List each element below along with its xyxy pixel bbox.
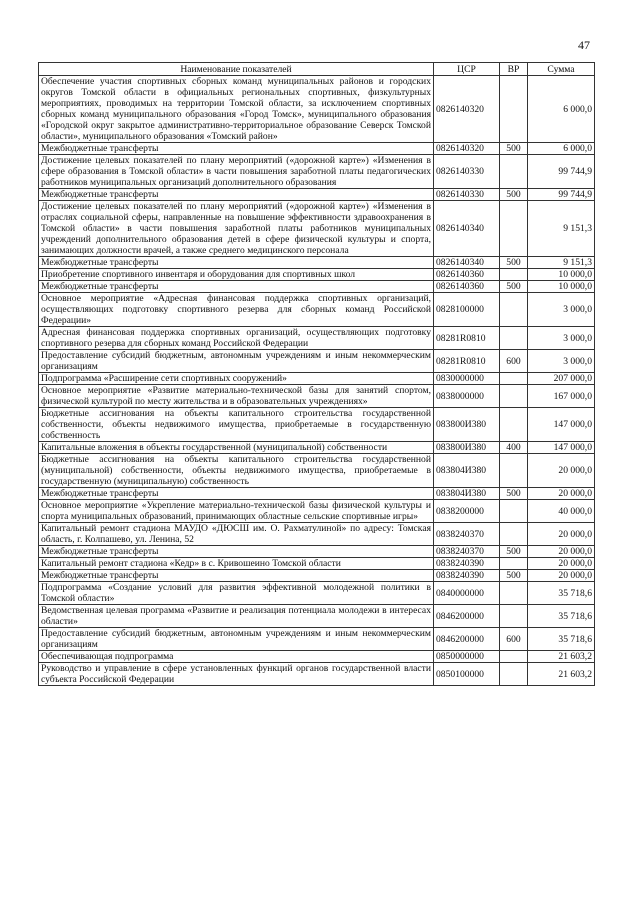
row-csr: 0826140320 (434, 143, 500, 155)
row-vr (500, 76, 528, 143)
row-csr: 0826140340 (434, 257, 500, 269)
page-number: 47 (578, 38, 590, 52)
row-name: Достижение целевых показателей по плану мероприятий («дорожной карте») «Изменения в сфере образования в Томской области» в части повышения заработной платы педагогических работников муниципальных организаций дополнительного образования (39, 155, 434, 189)
row-vr: 500 (500, 488, 528, 500)
row-name: Межбюджетные трансферты (39, 488, 434, 500)
row-name: Руководство и управление в сфере установленных функций органов государственной власти субъекта Российской Федерации (39, 663, 434, 686)
table-row (39, 454, 595, 488)
row-csr: 0826140330 (434, 155, 500, 189)
row-csr: 0850100000 (434, 663, 500, 686)
row-sum: 6 000,0 (528, 76, 595, 143)
table-row (39, 558, 595, 570)
row-vr (500, 605, 528, 628)
table-row (39, 269, 595, 281)
row-csr: 083804И380 (434, 454, 500, 488)
table-row (39, 143, 595, 155)
row-sum: 35 718,6 (528, 582, 595, 605)
row-vr (500, 408, 528, 442)
row-csr: 0846200000 (434, 628, 500, 651)
table-row (39, 546, 595, 558)
row-csr: 0850000000 (434, 651, 500, 663)
row-name: Капитальный ремонт стадиона МАУДО «ДЮСШ им. О. Рахматулиной» по адресу: Томская область, г. Колпашево, ул. Ленина, 52 (39, 523, 434, 546)
row-vr (500, 293, 528, 327)
row-vr (500, 500, 528, 523)
row-vr: 500 (500, 281, 528, 293)
row-sum: 9 151,3 (528, 201, 595, 257)
table-row (39, 155, 595, 189)
row-vr: 600 (500, 628, 528, 651)
row-csr: 0826140340 (434, 201, 500, 257)
row-sum: 21 603,2 (528, 663, 595, 686)
row-vr (500, 269, 528, 281)
row-vr: 500 (500, 143, 528, 155)
row-sum: 20 000,0 (528, 523, 595, 546)
row-csr: 0838240370 (434, 523, 500, 546)
row-name: Капитальные вложения в объекты государственной (муниципальной) собственности (39, 442, 434, 454)
table-row (39, 350, 595, 373)
table-row (39, 628, 595, 651)
table-row (39, 488, 595, 500)
table-row (39, 523, 595, 546)
table-row (39, 442, 595, 454)
row-sum: 99 744,9 (528, 189, 595, 201)
row-sum: 35 718,6 (528, 605, 595, 628)
row-csr: 083800И380 (434, 408, 500, 442)
row-csr: 0826140360 (434, 269, 500, 281)
table-row (39, 408, 595, 442)
row-name: Ведомственная целевая программа «Развитие и реализация потенциала молодежи в интересах области» (39, 605, 434, 628)
row-name: Межбюджетные трансферты (39, 143, 434, 155)
row-name: Межбюджетные трансферты (39, 189, 434, 201)
row-vr (500, 663, 528, 686)
row-vr: 600 (500, 350, 528, 373)
row-sum: 20 000,0 (528, 558, 595, 570)
row-csr: 08281R0810 (434, 327, 500, 350)
header-csr: ЦСР (434, 63, 500, 76)
row-csr: 083800И380 (434, 442, 500, 454)
row-vr (500, 201, 528, 257)
row-csr: 0838240370 (434, 546, 500, 558)
table-row (39, 327, 595, 350)
header-name: Наименование показателей (39, 63, 434, 76)
row-name: Капитальный ремонт стадиона «Кедр» в с. Кривошеино Томской области (39, 558, 434, 570)
row-vr: 500 (500, 257, 528, 269)
row-vr: 500 (500, 189, 528, 201)
table-row (39, 281, 595, 293)
row-sum: 20 000,0 (528, 570, 595, 582)
row-csr: 0828100000 (434, 293, 500, 327)
row-sum: 3 000,0 (528, 350, 595, 373)
row-name: Предоставление субсидий бюджетным, автономным учреждениям и иным некоммерческим организациям (39, 628, 434, 651)
header-vr: ВР (500, 63, 528, 76)
table-row (39, 500, 595, 523)
row-name: Основное мероприятие «Развитие материально-технической базы для занятий спортом, физической культурой по месту жительства и в образовательных учреждениях» (39, 385, 434, 408)
row-name: Межбюджетные трансферты (39, 281, 434, 293)
row-sum: 20 000,0 (528, 488, 595, 500)
row-csr: 0830000000 (434, 373, 500, 385)
row-name: Обеспечивающая подпрограмма (39, 651, 434, 663)
row-sum: 207 000,0 (528, 373, 595, 385)
row-vr: 500 (500, 570, 528, 582)
table-row (39, 570, 595, 582)
table-row (39, 651, 595, 663)
row-csr: 0838240390 (434, 558, 500, 570)
row-sum: 35 718,6 (528, 628, 595, 651)
table-row (39, 257, 595, 269)
table-row (39, 385, 595, 408)
row-vr (500, 155, 528, 189)
row-name: Межбюджетные трансферты (39, 570, 434, 582)
table-row (39, 582, 595, 605)
row-name: Подпрограмма «Расширение сети спортивных сооружений» (39, 373, 434, 385)
row-vr (500, 651, 528, 663)
row-name: Обеспечение участия спортивных сборных команд муниципальных районов и городских округов Томской области в официальных региональных спортивных, физкультурных мероприятиях, проводимых на территории Томской области, за исключением спортивных сборных команд муниципального образования «Город Томск», муниципального образования «Городской округ закрытое административно-территориальное образование Северск Томской области», муниципального образования «Томский район» (39, 76, 434, 143)
row-name: Подпрограмма «Создание условий для развития эффективной молодежной политики в Томской области» (39, 582, 434, 605)
row-sum: 147 000,0 (528, 408, 595, 442)
table-row (39, 663, 595, 686)
table-row (39, 293, 595, 327)
row-sum: 167 000,0 (528, 385, 595, 408)
row-vr (500, 327, 528, 350)
table-header-row (39, 63, 595, 76)
row-sum: 99 744,9 (528, 155, 595, 189)
table-row (39, 373, 595, 385)
header-sum: Сумма (528, 63, 595, 76)
row-name: Приобретение спортивного инвентаря и оборудования для спортивных школ (39, 269, 434, 281)
row-sum: 20 000,0 (528, 546, 595, 558)
row-name: Бюджетные ассигнования на объекты капитального строительства государственной (муниципальной) собственности, объекты недвижимого имущества, приобретаемые в государственную (муниципальную) собственность (39, 454, 434, 488)
row-vr: 500 (500, 546, 528, 558)
row-name: Бюджетные ассигнования на объекты капитального строительства государственной собственности, объекты недвижимого имущества, приобретаемые в государственную собственность (39, 408, 434, 442)
row-vr (500, 558, 528, 570)
row-sum: 147 000,0 (528, 442, 595, 454)
table-row (39, 201, 595, 257)
row-sum: 3 000,0 (528, 293, 595, 327)
row-vr (500, 454, 528, 488)
row-csr: 08281R0810 (434, 350, 500, 373)
row-sum: 6 000,0 (528, 143, 595, 155)
row-csr: 0826140360 (434, 281, 500, 293)
row-sum: 3 000,0 (528, 327, 595, 350)
row-csr: 0826140320 (434, 76, 500, 143)
row-csr: 0840000000 (434, 582, 500, 605)
row-name: Межбюджетные трансферты (39, 257, 434, 269)
row-name: Основное мероприятие «Адресная финансовая поддержка спортивных организаций, осуществляющих подготовку спортивного резерва для сборных команд Российской Федерации» (39, 293, 434, 327)
row-sum: 10 000,0 (528, 269, 595, 281)
row-csr: 0838000000 (434, 385, 500, 408)
row-name: Достижение целевых показателей по плану мероприятий («дорожной карте») «Изменения в отраслях социальной сферы, направленные на повышение эффективности здравоохранения в Томской области» в части повышения заработной платы работников муниципальных учреждений дополнительного образования детей в сфере физической культуры и спорта, занимающих должности врачей, а также среднего медицинского персонала (39, 201, 434, 257)
row-csr: 0838240390 (434, 570, 500, 582)
row-vr (500, 523, 528, 546)
row-csr: 083804И380 (434, 488, 500, 500)
row-csr: 0838200000 (434, 500, 500, 523)
row-vr (500, 385, 528, 408)
table-body (39, 76, 595, 686)
budget-table (38, 62, 595, 686)
table-row (39, 76, 595, 143)
row-sum: 21 603,2 (528, 651, 595, 663)
row-name: Адресная финансовая поддержка спортивных организаций, осуществляющих подготовку спортивного резерва для сборных команд Российской Федерации (39, 327, 434, 350)
row-csr: 0826140330 (434, 189, 500, 201)
table-row (39, 189, 595, 201)
row-csr: 0846200000 (434, 605, 500, 628)
row-name: Основное мероприятие «Укрепление материально-технической базы физической культуры и спорта муниципальных образований, принимающих областные сельские спортивные игры» (39, 500, 434, 523)
row-sum: 40 000,0 (528, 500, 595, 523)
row-vr: 400 (500, 442, 528, 454)
row-name: Предоставление субсидий бюджетным, автономным учреждениям и иным некоммерческим организациям (39, 350, 434, 373)
row-name: Межбюджетные трансферты (39, 546, 434, 558)
row-vr (500, 582, 528, 605)
row-sum: 10 000,0 (528, 281, 595, 293)
table-row (39, 605, 595, 628)
row-vr (500, 373, 528, 385)
row-sum: 9 151,3 (528, 257, 595, 269)
row-sum: 20 000,0 (528, 454, 595, 488)
